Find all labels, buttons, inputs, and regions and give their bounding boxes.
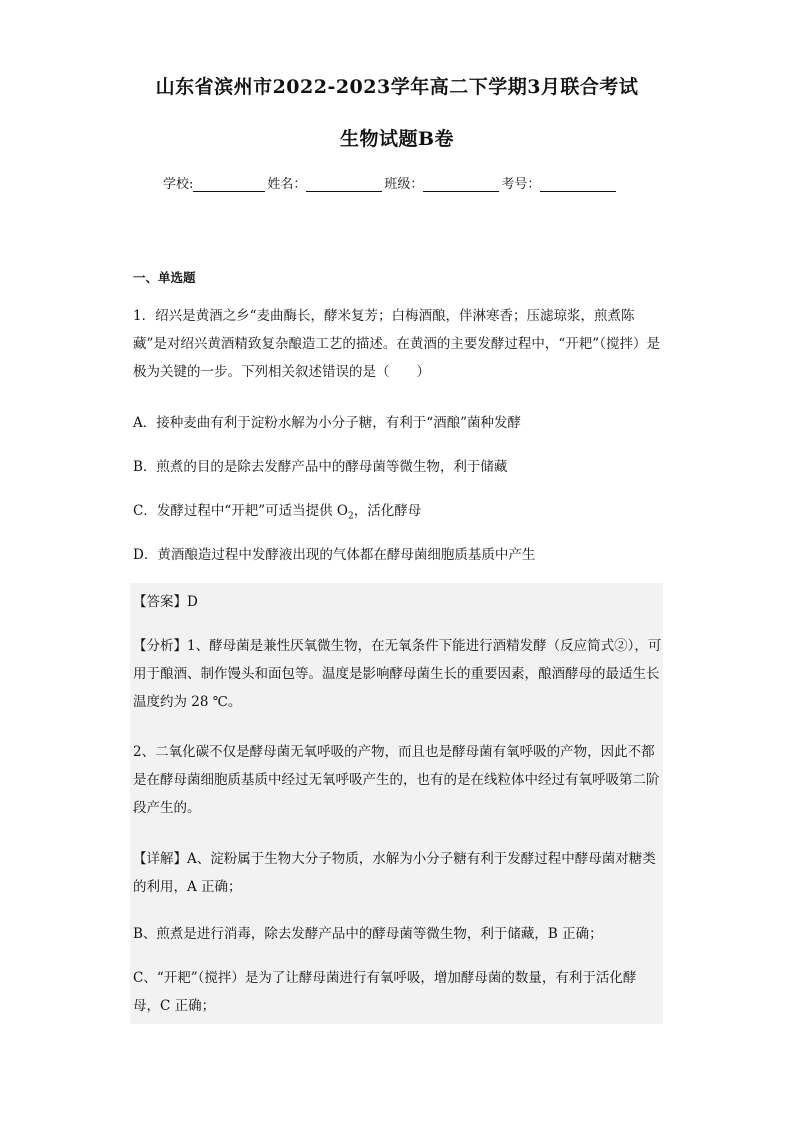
answer-line: 【答案】D [133,594,198,610]
name-blank[interactable] [306,177,382,192]
class-blank[interactable] [423,177,499,192]
student-info-row [163,173,618,192]
option-d: D．黄酒酿造过程中发酵液出现的气体都在酵母菌细胞质基质中产生 [133,547,536,563]
option-c-text-end: ，活化酵母 [353,503,422,519]
exam-number-label: 考号： [501,177,541,192]
exam-title: 山东省滨州市2022-2023学年高二下学期3月联合考试 [155,76,639,98]
analysis-paragraph-1: 【分析】1、酵母菌是兼性厌氧微生物，在无氧条件下能进行酒精发酵（反应简式②），可用于酿酒、制作馒头和面包等。温度是影响酵母菌生长的重要因素，酿酒酵母的最适生长温度约为 28 ℃。 [133,638,662,710]
section-heading: 一、单选题 [133,270,196,285]
option-c-subscript: 2 [348,511,354,522]
analysis-paragraph-2: 2、二氧化碳不仅是酵母菌无氧呼吸的产物，而且也是酵母菌有氧呼吸的产物，因此不都是在酵母菌细胞质基质中经过无氧呼吸产生的，也有的是在线粒体中经过有氧呼吸第二阶段产生的。 [133,744,660,816]
exam-subtitle: 生物试题B卷 [339,128,455,150]
question-stem: 1．绍兴是黄酒之乡“麦曲酶长，酵米复芳；白梅酒酿，伴淋寒香；压滤琼浆，煎煮陈藏”是对绍兴黄酒精致复杂酿造工艺的描述。在黄酒的主要发酵过程中，“开耙”（搅拌）是极为关键的一步。下列相关叙述错误的是（ ） [133,308,660,380]
detail-paragraph-3: C、“开耙”（搅拌）是为了让酵母菌进行有氧呼吸，增加酵母菌的数量，有利于活化酵母，C 正确； [133,970,637,1014]
school-blank[interactable] [193,177,265,192]
detail-paragraph-1: 【详解】A、淀粉属于生物大分子物质，水解为小分子糖有利于发酵过程中酵母菌对糖类的利用，A 正确； [133,851,656,895]
detail-paragraph-2: B、煎煮是进行消毒，除去发酵产品中的酵母菌等微生物，利于储藏，B 正确； [133,926,603,942]
school-label: 学校: [163,177,194,192]
exam-number-blank[interactable] [540,177,616,192]
name-label: 姓名： [267,177,307,192]
option-b: B．煎煮的目的是除去发酵产品中的酵母菌等微生物，利于储藏 [133,459,508,475]
option-a: A．接种麦曲有利于淀粉水解为小分子糖，有利于“酒酿”菌种发酵 [133,415,522,431]
option-c-text: C．发酵过程中“开耙”可适当提供 O [133,503,348,519]
class-label: 班级： [384,177,424,192]
option-c [133,497,663,531]
